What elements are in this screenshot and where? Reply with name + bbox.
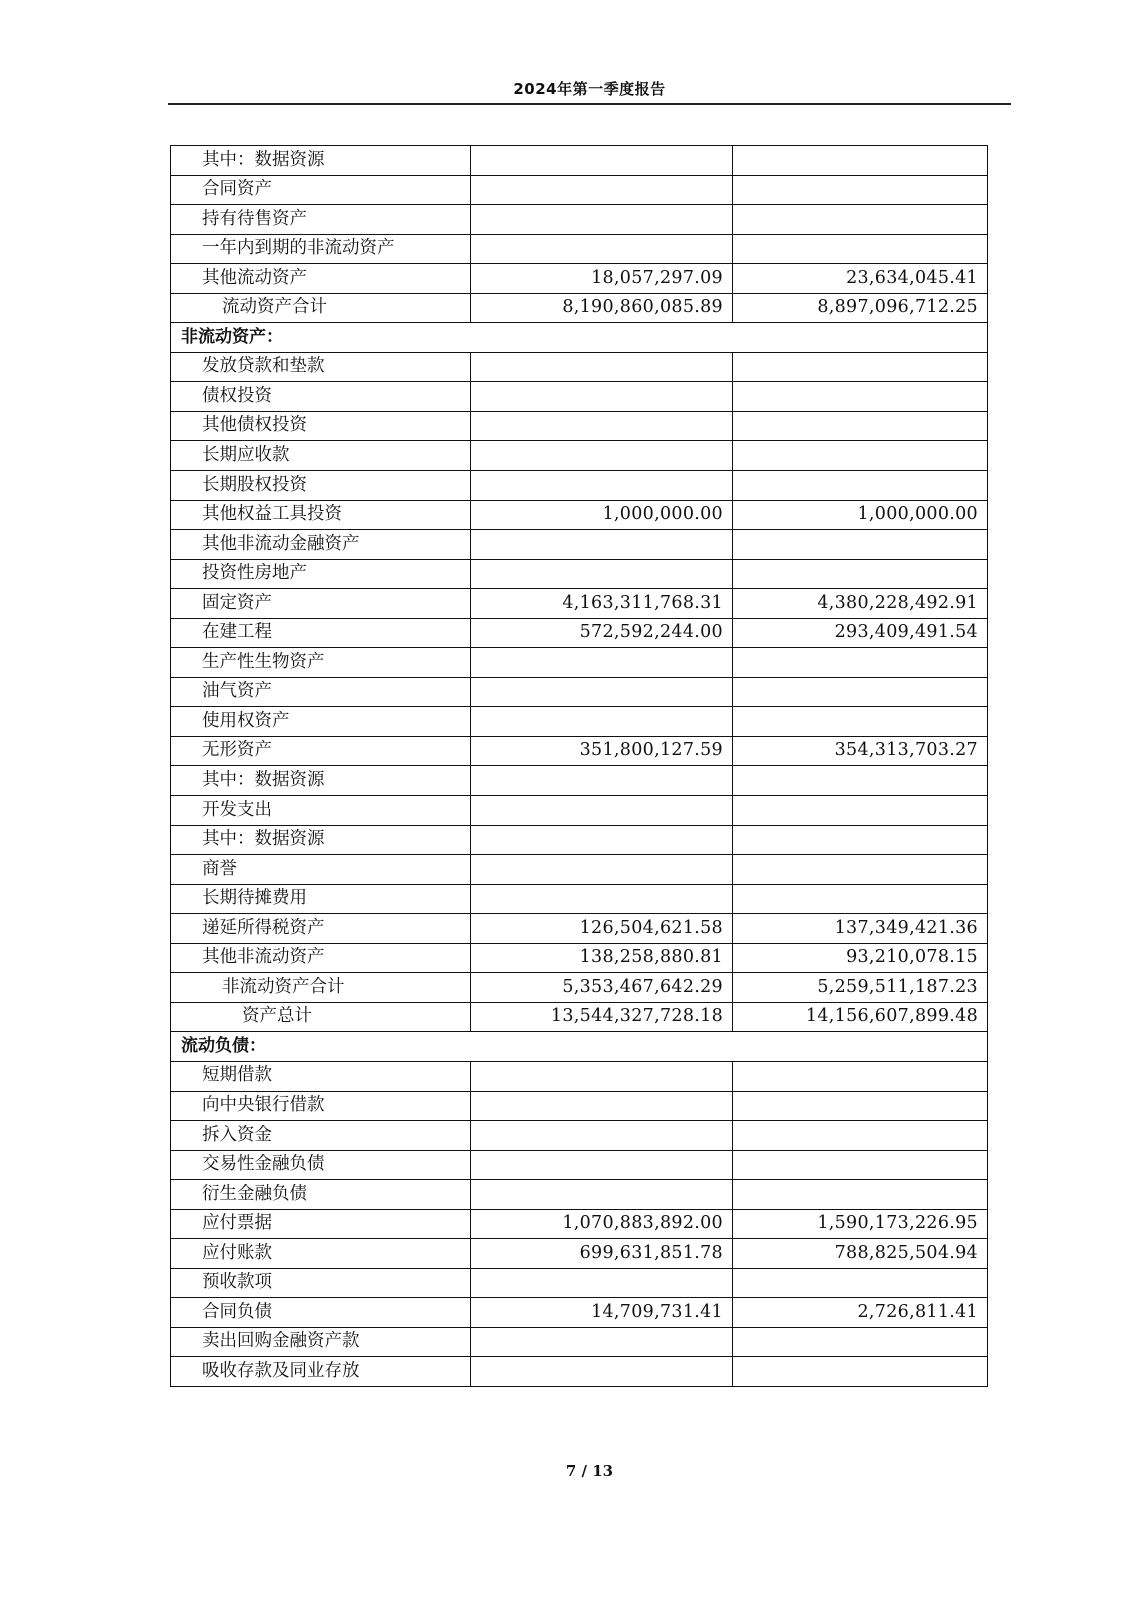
section-heading: 流动负债：	[171, 1032, 988, 1062]
prior-year-end-value	[733, 1121, 988, 1151]
row-label: 一年内到期的非流动资产	[171, 234, 471, 264]
period-end-value	[471, 352, 733, 382]
prior-year-end-value: 2,726,811.41	[733, 1298, 988, 1328]
row-label: 生产性生物资产	[171, 648, 471, 678]
row-label: 应付账款	[171, 1239, 471, 1269]
table-row	[171, 855, 988, 885]
row-label: 商誉	[171, 855, 471, 885]
row-label: 预收款项	[171, 1268, 471, 1298]
period-end-value: 8,190,860,085.89	[471, 293, 733, 323]
row-label: 在建工程	[171, 618, 471, 648]
prior-year-end-value	[733, 766, 988, 796]
table-row	[171, 264, 988, 294]
prior-year-end-value	[733, 1180, 988, 1210]
section-heading: 非流动资产：	[171, 323, 988, 353]
period-end-value	[471, 471, 733, 501]
row-label: 非流动资产合计	[171, 973, 471, 1003]
row-label: 其他流动资产	[171, 264, 471, 294]
prior-year-end-value	[733, 471, 988, 501]
period-end-value: 5,353,467,642.29	[471, 973, 733, 1003]
row-label: 应付票据	[171, 1209, 471, 1239]
row-label: 油气资产	[171, 677, 471, 707]
prior-year-end-value: 4,380,228,492.91	[733, 589, 988, 619]
section-row	[171, 323, 988, 353]
table-row	[171, 914, 988, 944]
prior-year-end-value	[733, 1091, 988, 1121]
prior-year-end-value: 293,409,491.54	[733, 618, 988, 648]
table-row	[171, 1327, 988, 1357]
period-end-value	[471, 205, 733, 235]
period-end-value	[471, 530, 733, 560]
table-row	[171, 648, 988, 678]
period-end-value	[471, 884, 733, 914]
row-label: 持有待售资产	[171, 205, 471, 235]
row-label: 其他非流动资产	[171, 943, 471, 973]
period-end-value: 4,163,311,768.31	[471, 589, 733, 619]
prior-year-end-value	[733, 234, 988, 264]
table-row	[171, 707, 988, 737]
prior-year-end-value	[733, 382, 988, 412]
prior-year-end-value	[733, 175, 988, 205]
row-label: 合同资产	[171, 175, 471, 205]
period-end-value: 1,000,000.00	[471, 500, 733, 530]
prior-year-end-value	[733, 146, 988, 176]
prior-year-end-value	[733, 1061, 988, 1091]
header-divider	[168, 103, 1011, 105]
table-row	[171, 175, 988, 205]
period-end-value	[471, 766, 733, 796]
balance-sheet-body	[171, 146, 988, 1387]
table-row	[171, 205, 988, 235]
row-label: 其他债权投资	[171, 411, 471, 441]
period-end-value: 1,070,883,892.00	[471, 1209, 733, 1239]
period-end-value	[471, 677, 733, 707]
prior-year-end-value	[733, 1150, 988, 1180]
prior-year-end-value	[733, 352, 988, 382]
period-end-value: 351,800,127.59	[471, 736, 733, 766]
table-row	[171, 1061, 988, 1091]
table-row	[171, 352, 988, 382]
period-end-value: 138,258,880.81	[471, 943, 733, 973]
prior-year-end-value	[733, 707, 988, 737]
period-end-value	[471, 382, 733, 412]
row-label: 流动资产合计	[171, 293, 471, 323]
row-label: 合同负债	[171, 1298, 471, 1328]
prior-year-end-value	[733, 855, 988, 885]
table-row	[171, 500, 988, 530]
period-end-value	[471, 234, 733, 264]
row-label: 短期借款	[171, 1061, 471, 1091]
period-end-value	[471, 175, 733, 205]
row-label: 资产总计	[171, 1002, 471, 1032]
period-end-value	[471, 1150, 733, 1180]
table-row	[171, 382, 988, 412]
row-label: 长期待摊费用	[171, 884, 471, 914]
period-end-value	[471, 1180, 733, 1210]
prior-year-end-value	[733, 411, 988, 441]
row-label: 无形资产	[171, 736, 471, 766]
prior-year-end-value	[733, 441, 988, 471]
prior-year-end-value: 1,590,173,226.95	[733, 1209, 988, 1239]
table-row	[171, 1002, 988, 1032]
row-label: 其中：数据资源	[171, 766, 471, 796]
prior-year-end-value	[733, 884, 988, 914]
prior-year-end-value: 8,897,096,712.25	[733, 293, 988, 323]
table-row	[171, 1298, 988, 1328]
row-label: 拆入资金	[171, 1121, 471, 1151]
row-label: 其中：数据资源	[171, 146, 471, 176]
table-row	[171, 589, 988, 619]
row-label: 卖出回购金融资产款	[171, 1327, 471, 1357]
table-row	[171, 884, 988, 914]
table-row	[171, 293, 988, 323]
period-end-value	[471, 648, 733, 678]
page-number: 7 / 13	[565, 1462, 614, 1480]
period-end-value	[471, 559, 733, 589]
row-label: 吸收存款及同业存放	[171, 1357, 471, 1387]
table-row	[171, 1091, 988, 1121]
period-end-value	[471, 411, 733, 441]
section-row	[171, 1032, 988, 1062]
prior-year-end-value	[733, 796, 988, 826]
row-label: 使用权资产	[171, 707, 471, 737]
prior-year-end-value	[733, 1268, 988, 1298]
prior-year-end-value: 23,634,045.41	[733, 264, 988, 294]
table-row	[171, 677, 988, 707]
period-end-value	[471, 855, 733, 885]
period-end-value	[471, 1327, 733, 1357]
page-header-title: 2024年第一季度报告	[513, 80, 666, 98]
row-label: 长期股权投资	[171, 471, 471, 501]
row-label: 债权投资	[171, 382, 471, 412]
table-row	[171, 234, 988, 264]
prior-year-end-value	[733, 677, 988, 707]
table-row	[171, 559, 988, 589]
table-row	[171, 471, 988, 501]
prior-year-end-value: 788,825,504.94	[733, 1239, 988, 1269]
period-end-value: 126,504,621.58	[471, 914, 733, 944]
period-end-value	[471, 1091, 733, 1121]
prior-year-end-value: 1,000,000.00	[733, 500, 988, 530]
period-end-value	[471, 441, 733, 471]
table-row	[171, 1357, 988, 1387]
period-end-value: 13,544,327,728.18	[471, 1002, 733, 1032]
row-label: 向中央银行借款	[171, 1091, 471, 1121]
period-end-value	[471, 1121, 733, 1151]
row-label: 长期应收款	[171, 441, 471, 471]
prior-year-end-value: 14,156,607,899.48	[733, 1002, 988, 1032]
period-end-value	[471, 707, 733, 737]
prior-year-end-value: 137,349,421.36	[733, 914, 988, 944]
row-label: 其他权益工具投资	[171, 500, 471, 530]
prior-year-end-value	[733, 1327, 988, 1357]
table-row	[171, 825, 988, 855]
period-end-value	[471, 1268, 733, 1298]
period-end-value	[471, 1061, 733, 1091]
period-end-value	[471, 796, 733, 826]
table-row	[171, 766, 988, 796]
period-end-value: 699,631,851.78	[471, 1239, 733, 1269]
table-row	[171, 441, 988, 471]
period-end-value	[471, 146, 733, 176]
row-label: 递延所得税资产	[171, 914, 471, 944]
prior-year-end-value	[733, 1357, 988, 1387]
table-row	[171, 943, 988, 973]
prior-year-end-value: 354,313,703.27	[733, 736, 988, 766]
row-label: 开发支出	[171, 796, 471, 826]
period-end-value	[471, 825, 733, 855]
table-row	[171, 1180, 988, 1210]
table-row	[171, 1239, 988, 1269]
period-end-value	[471, 1357, 733, 1387]
table-row	[171, 1121, 988, 1151]
table-row	[171, 1268, 988, 1298]
table-row	[171, 146, 988, 176]
prior-year-end-value	[733, 559, 988, 589]
prior-year-end-value	[733, 648, 988, 678]
table-row	[171, 618, 988, 648]
prior-year-end-value	[733, 825, 988, 855]
period-end-value: 14,709,731.41	[471, 1298, 733, 1328]
row-label: 交易性金融负债	[171, 1150, 471, 1180]
table-row	[171, 736, 988, 766]
table-row	[171, 1150, 988, 1180]
row-label: 衍生金融负债	[171, 1180, 471, 1210]
table-row	[171, 530, 988, 560]
row-label: 发放贷款和垫款	[171, 352, 471, 382]
table-row	[171, 1209, 988, 1239]
prior-year-end-value	[733, 205, 988, 235]
row-label: 投资性房地产	[171, 559, 471, 589]
period-end-value: 18,057,297.09	[471, 264, 733, 294]
row-label: 其中：数据资源	[171, 825, 471, 855]
balance-sheet-table	[170, 145, 988, 1387]
prior-year-end-value: 93,210,078.15	[733, 943, 988, 973]
table-row	[171, 973, 988, 1003]
prior-year-end-value: 5,259,511,187.23	[733, 973, 988, 1003]
period-end-value: 572,592,244.00	[471, 618, 733, 648]
row-label: 其他非流动金融资产	[171, 530, 471, 560]
table-row	[171, 796, 988, 826]
table-row	[171, 411, 988, 441]
prior-year-end-value	[733, 530, 988, 560]
row-label: 固定资产	[171, 589, 471, 619]
